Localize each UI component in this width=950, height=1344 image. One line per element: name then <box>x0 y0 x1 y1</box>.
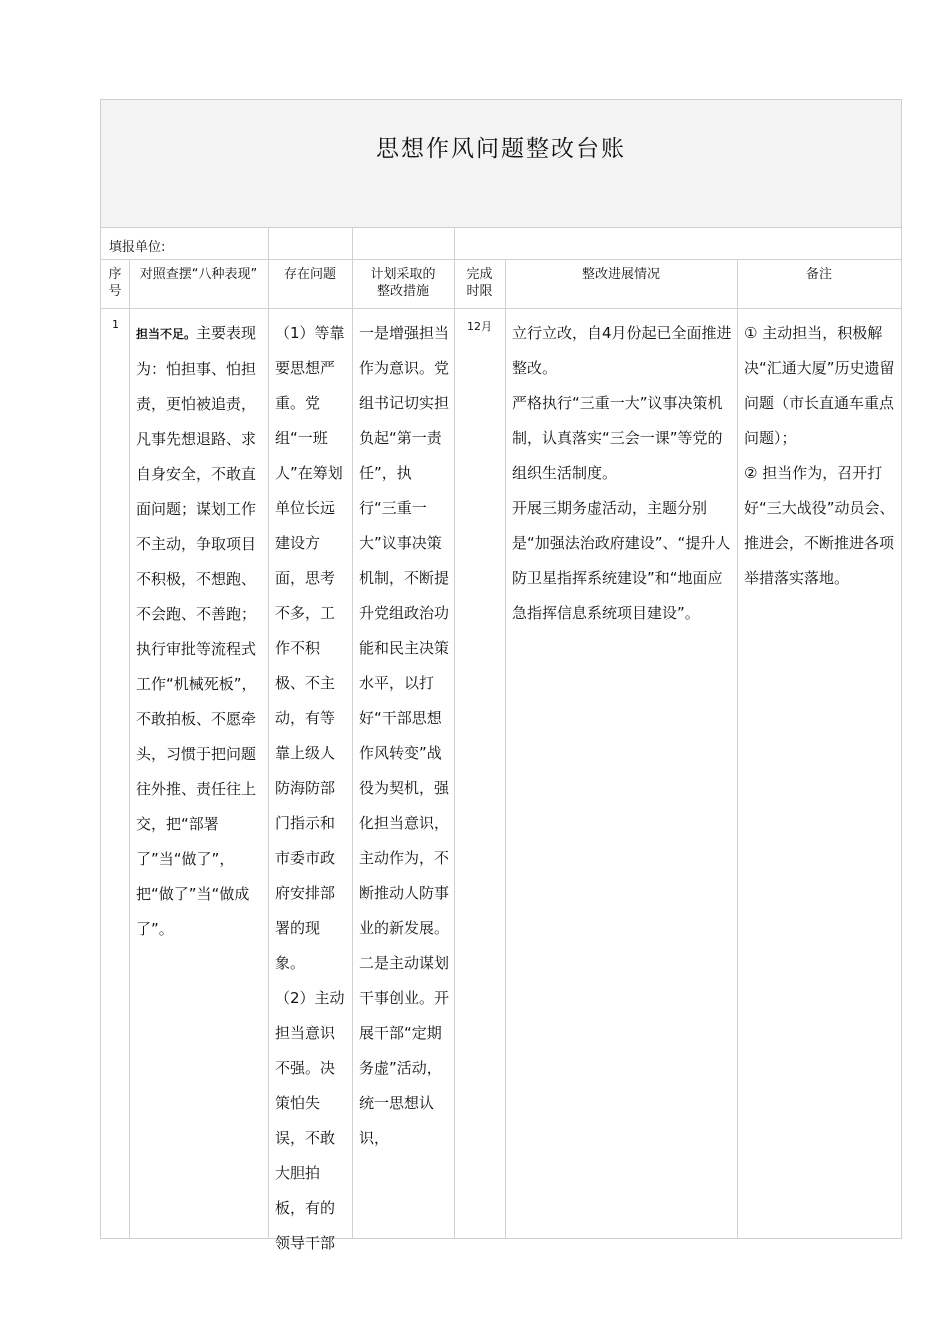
row-divider <box>101 308 901 309</box>
column-divider <box>268 228 269 259</box>
header-deadline-line2: 时限 <box>466 284 493 299</box>
header-seq-line1: 序 <box>108 267 122 282</box>
column-divider <box>129 259 130 1239</box>
performance-lead: 担当不足。 <box>136 327 197 341</box>
document-title: 思想作风问题整改台账 <box>376 136 626 162</box>
column-divider <box>454 259 455 1239</box>
cell-measures <box>359 316 449 1156</box>
header-deadline-line1: 完成 <box>466 267 493 282</box>
column-divider <box>268 259 269 1239</box>
header-measures <box>352 266 454 300</box>
header-problem: 存在问题 <box>283 267 336 282</box>
cell-problem <box>275 316 347 1261</box>
progress-paragraph-2: 严格执行“三重一大”议事决策机制，认真落实“三会一课”等党的组织生活制度。 <box>512 394 723 482</box>
progress-paragraph-1: 立行立改，自4月份起已全面推进整改。 <box>512 324 732 377</box>
cell-deadline: 12月 <box>467 320 492 333</box>
progress-paragraph-3: 开展三期务虚活动，主题分别是“加强法治政府建设”、“提升人防卫星指挥系统建设”和“地面应急指挥信息系统项目建设”。 <box>512 499 731 622</box>
cell-remarks <box>744 316 896 596</box>
remarks-paragraph-1: ① 主动担当，积极解决“汇通大厦”历史遗留问题（市长直通车重点问题）； <box>744 324 895 447</box>
row-seq: 1 <box>112 318 119 331</box>
cell-progress <box>512 316 732 631</box>
remarks-paragraph-2: ② 担当作为，召开打好“三大战役”动员会、推进会，不断推进各项举措落实落地。 <box>744 464 895 587</box>
reporting-unit-label: 填报单位: <box>109 240 166 255</box>
header-deadline <box>454 266 505 300</box>
header-seq-line2: 号 <box>108 284 122 299</box>
column-divider <box>737 259 738 1239</box>
cell-performance <box>136 316 262 947</box>
column-divider <box>505 259 506 1239</box>
problem-paragraph-1: （1）等靠要思想严重。党组“一班人”在筹划单位长远建设方面，思考不多，工作不积极、不主动，有等靠上级人防海防部门指示和市委市政府安排部署的现象。 <box>275 324 345 972</box>
header-measures-line2: 整改措施 <box>376 284 429 299</box>
title-band <box>101 100 901 228</box>
column-divider <box>352 259 353 1239</box>
header-measures-line1: 计划采取的 <box>370 267 436 282</box>
performance-text: 主要表现为：怕担事、怕担责，更怕被追责，凡事先想退路、求自身安全，不敢直面问题；谋划工作不主动，争取项目不积极，不想跑、不会跑、不善跑；执行审批等流程式工作“机械死板”，不敢拍板、不愿牵头，习惯于把问题往外推、责任往上交，把“部署了”当“做了”，把“做了”当“做成了”。 <box>136 324 257 938</box>
header-remarks: 备注 <box>805 267 832 282</box>
column-divider <box>454 228 455 259</box>
header-performance: 对照查摆“八种表现” <box>139 267 258 282</box>
measures-text: 一是增强担当作为意识。党组书记切实担负起“第一责任”，执行“三重一大”议事决策机制，不断提升党组政治功能和民主决策水平，以打好“干部思想作风转变”战役为契机，强化担当意识，主动作为，不断推动人防事业的新发展。二是主动谋划干事创业。开展干部“定期务虚”活动，统一思想认识， <box>359 324 450 1147</box>
column-divider <box>352 228 353 259</box>
header-seq <box>101 266 129 300</box>
header-progress: 整改进展情况 <box>581 267 660 282</box>
row-divider <box>101 259 901 260</box>
ledger-table <box>100 99 902 1252</box>
problem-paragraph-2: （2）主动担当意识不强。决策怕失误，不敢大胆拍板，有的领导干部 <box>275 989 345 1252</box>
